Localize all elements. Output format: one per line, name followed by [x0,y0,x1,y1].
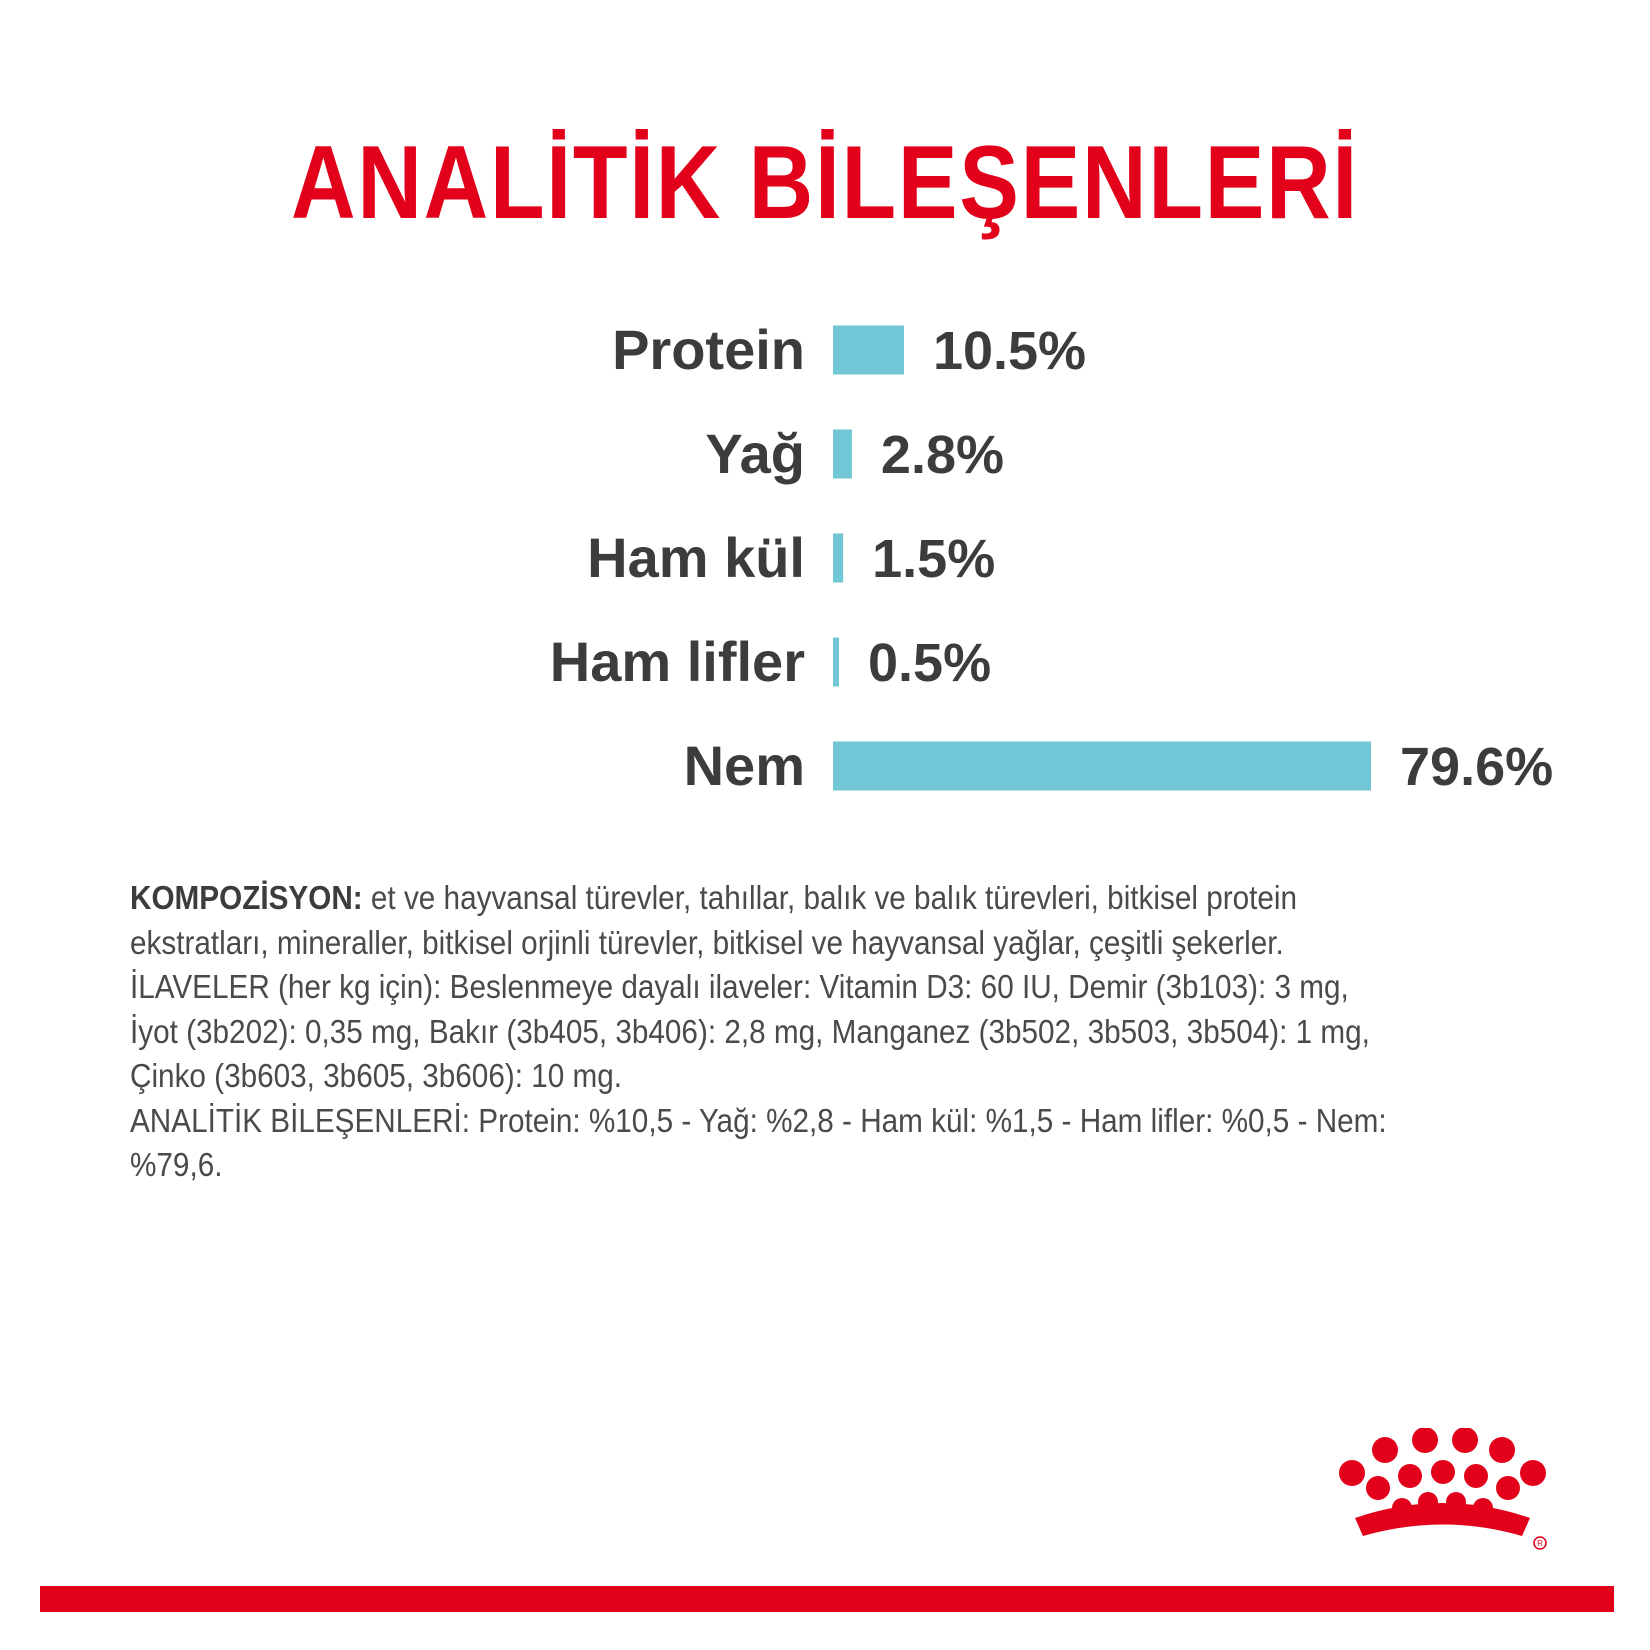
value-label: 1.5% [872,529,996,589]
composition-text: et ve hayvansal türevler, tahıllar, balık ve balık türevleri, bitkisel protein ekstratları, mineraller, bitkisel orjinli türevler, bitkisel ve hayvansal yağlar, çeşitli şekerler. [130,879,1298,961]
bar [833,430,852,479]
category-label: Protein [612,318,805,381]
bottom-red-bar [40,1586,1614,1612]
category-label: Nem [683,734,805,797]
composition-paragraph [130,876,1390,965]
page-title: ANALİTİK BİLEŞENLERİ [291,125,1359,241]
bar [833,326,904,375]
category-label: Ham lifler [549,630,805,693]
value-label: 79.6% [1400,737,1554,797]
additives-paragraph: İLAVELER (her kg için): Beslenmeye dayalı ilaveler: Vitamin D3: 60 IU, Demir (3b103): 3 mg, İyot (3b202): 0,35 mg, Bakır (3b405, 3b406): 2,8 mg, Manganez (3b502, 3b503, 3b504): 1 mg, Çinko (3b603, 3b605, 3b606): 10 mg. [130,968,1370,1094]
analytics-paragraph: ANALİTİK BİLEŞENLERİ: Protein: %10,5 - Yağ: %2,8 - Ham kül: %1,5 - Ham lifler: %0,5 - Nem: %79,6. [130,1101,1387,1183]
value-label: 10.5% [932,321,1087,381]
composition-block [130,876,1390,1188]
category-label: Ham kül [587,526,805,589]
bar [833,534,843,583]
value-label: 0.5% [868,633,992,693]
bar [833,742,1371,791]
svg-text:R: R [1537,1539,1543,1548]
category-label: Yağ [705,422,805,485]
value-label: 2.8% [880,425,1005,485]
bar [833,638,839,687]
royal-canin-crown-logo [1330,1428,1550,1553]
bar-chart [0,300,1650,800]
composition-label: KOMPOZİSYON: [130,879,363,916]
